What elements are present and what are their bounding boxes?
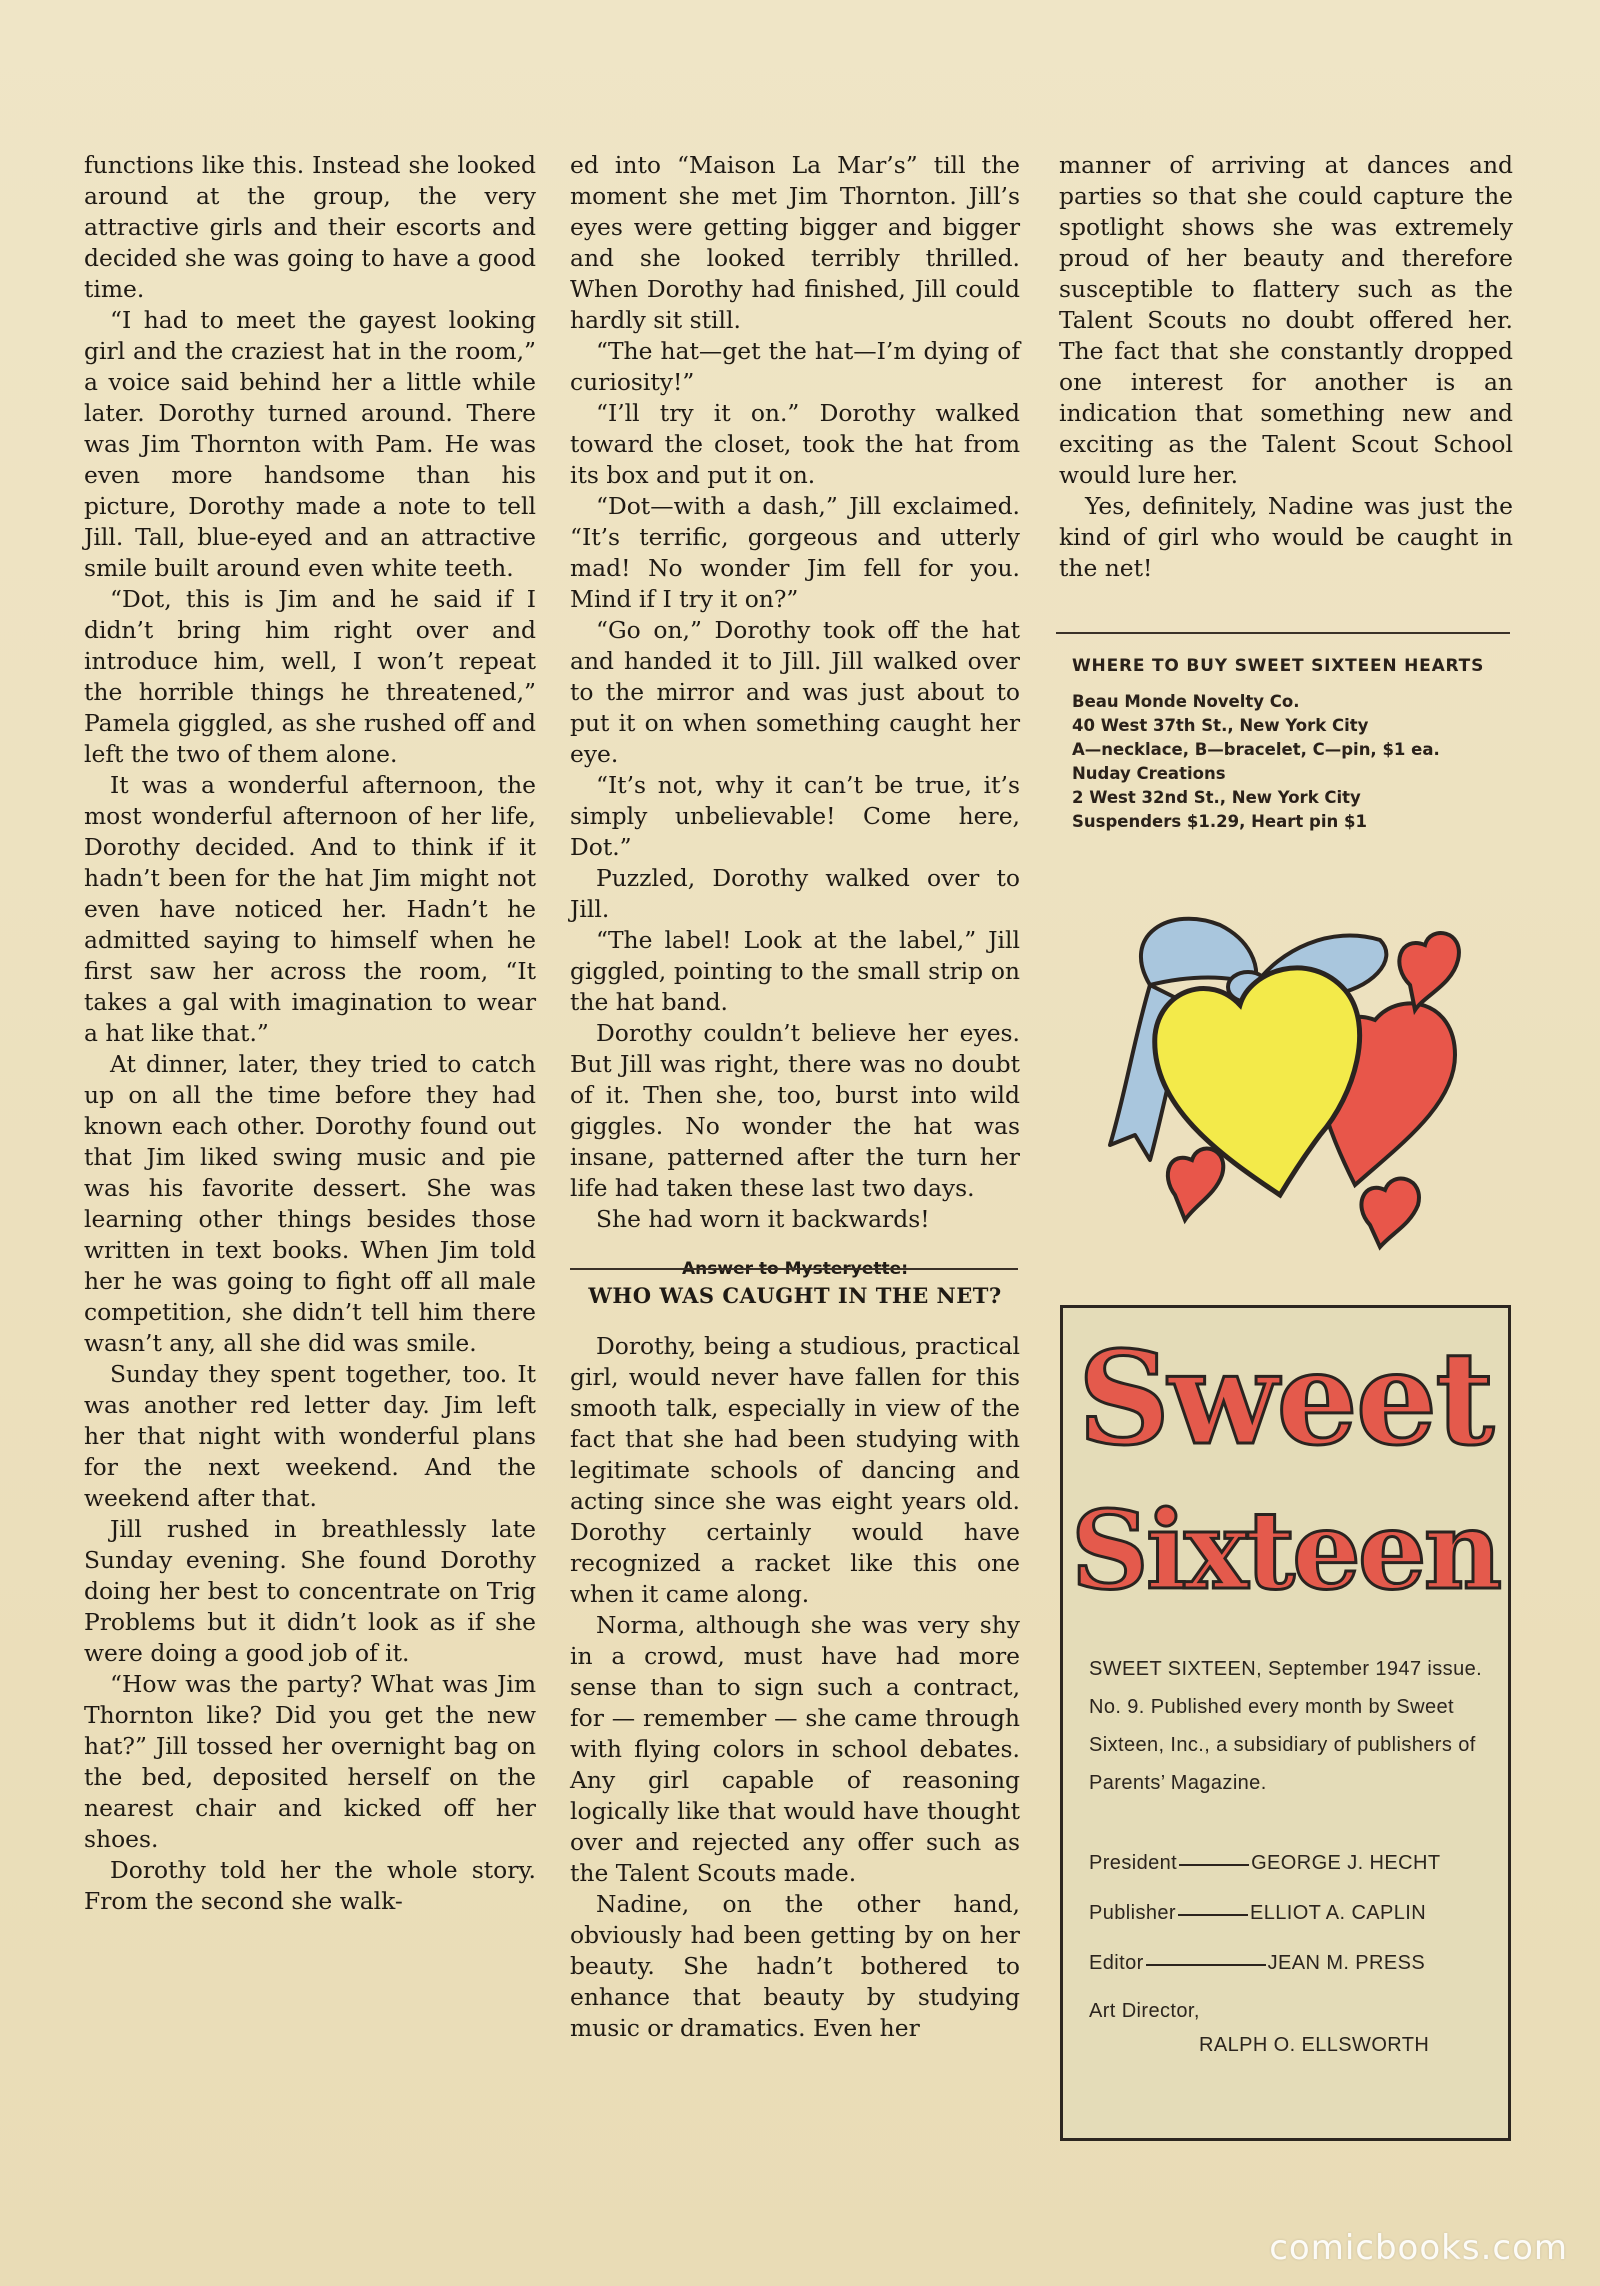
story-column-1 [84,150,536,1917]
section-divider [570,1268,1018,1270]
heart-red-small [1168,1149,1223,1220]
paragraph: “Dot, this is Jim and he said if I didn’t bring him right over and introduce him, well, I won’t repeat the horrible things he threatened,” Pamela giggled, as she rushed off and left the two of them alone. [84,585,536,768]
paragraph: Norma, although she was very shy in a crowd, must have had more sense than to sign such a contract, for — remember — she came through with flying colors in school debates. Any girl capable of reasoning logically like that would have thought over and rejected any offer such as the Talent Scouts made. [570,1611,1020,1887]
paragraph: “Go on,” Dorothy took off the hat and handed it to Jill. Jill walked over to the mirror and was just about to put it on when something caught her eye. [570,616,1020,768]
paragraph: “The hat—get the hat—I’m dying of curiosity!” [570,337,1020,396]
store-line: 40 West 37th St., New York City [1072,716,1369,735]
staff-name: JEAN M. PRESS [1267,1952,1426,1974]
hearts-illustration [1080,895,1480,1255]
paragraph: “The label! Look at the label,” Jill giggled, pointing to the small strip on the hat band. [570,926,1020,1016]
staff-name: GEORGE J. HECHT [1251,1852,1441,1874]
story-column-2 [570,150,1020,2044]
store-line: Suspenders $1.29, Heart pin $1 [1072,812,1367,831]
paragraph: Dorothy couldn’t believe her eyes. But Jill was right, there was no doubt of it. Then she, too, burst into wild giggles. No wonder the hat was insane, patterned after the turn her life had taken these last two days. [570,1019,1020,1202]
paragraph: She had worn it backwards! [596,1205,930,1233]
paragraph: “I had to meet the gayest looking girl and the craziest hat in the room,” a voice said behind her a little while later. Dorothy turned around. There was Jim Thornton with Pam. He was even more handsome than his picture, Dorothy made a note to tell Jill. Tall, blue-eyed and an attractive smile built around even white teeth. [84,306,536,582]
paragraph: functions like this. Instead she looked around at the group, the very attractive girls and their escorts and decided she was going to have a good time. [84,151,536,303]
logo-line-1: Sweet [1077,1324,1493,1474]
paragraph: “How was the party? What was Jim Thornton like? Did you get the new hat?” Jill tossed her overnight bag on the bed, deposited herself on the nearest chair and kicked off her shoes. [84,1670,536,1853]
story-column-3 [1059,150,1513,584]
staff-role: Editor [1089,1952,1144,1974]
paragraph: “Dot—with a dash,” Jill exclaimed. “It’s terrific, gorgeous and utterly mad! No wonder Jim fell for you. Mind if I try it on?” [570,492,1020,613]
paragraph: Yes, definitely, Nadine was just the kind of girl who would be caught in the net! [1059,492,1513,582]
where-to-buy-title: WHERE TO BUY SWEET SIXTEEN HEARTS [1072,656,1485,676]
answer-label: Answer to Mysteryette: [682,1259,908,1279]
publication-notice: SWEET SIXTEEN, September 1947 issue. No. 9. Published every month by Sweet Sixteen, Inc., a subsidiary of publishers of Parents’ Magazine. [1089,1658,1483,1794]
staff-role: President [1089,1852,1178,1874]
store-line: A—necklace, B—bracelet, C—pin, $1 ea. [1072,740,1440,759]
staff-role: Publisher [1089,1902,1176,1924]
paragraph: Sunday they spent together, too. It was another red letter day. Jim left her that night with wonderful plans for the next weekend. And the weekend after that. [84,1360,536,1512]
heart-red-small [1399,933,1459,1010]
answer-title: WHO WAS CAUGHT IN THE NET? [588,1283,1002,1308]
paragraph: Dorothy told her the whole story. From the second she walk- [84,1856,536,1915]
paragraph: It was a wonderful afternoon, the most wonderful afternoon of her life, Dorothy decided. And to think if it hadn’t been for the hat Jim might not even have noticed her. Hadn’t he admitted saying to himself when he first saw her across the room, “It takes a gal with imagination to wear a hat like that.” [84,771,536,1047]
paragraph: Dorothy, being a studious, practical girl, would never have fallen for this smooth talk, especially in view of the fact that she had been studying with legitimate schools of dancing and acting since she was eight years old. Dorothy certainly would have recognized a racket like this one when it came along. [570,1332,1020,1608]
paragraph: manner of arriving at dances and parties so that she could capture the spotlight shows she was extremely proud of her beauty and therefore susceptible to flattery such as the Talent Scouts no doubt offered her. The fact that she constantly dropped one interest for another is an indication that something new and exciting as the Talent Scout School would lure her. [1059,151,1513,489]
watermark: comicbooks.com [1269,2228,1568,2268]
logo-line-2: Sixteen [1070,1488,1500,1614]
paragraph: Puzzled, Dorothy walked over to Jill. [570,864,1020,923]
masthead-box [1060,1305,1511,2141]
staff-president [1089,1844,1489,1894]
staff-name: ELLIOT A. CAPLIN [1249,1902,1427,1924]
store-line: Beau Monde Novelty Co. [1072,692,1300,711]
staff-name: RALPH O. ELLSWORTH [1199,2034,1430,2056]
staff-editor [1089,1944,1489,1994]
paragraph: “I’ll try it on.” Dorothy walked toward the closet, took the hat from its box and put it on. [570,399,1020,489]
paragraph: “It’s not, why it can’t be true, it’s simply unbelievable! Come here, Dot.” [570,771,1020,861]
staff-art-director [1089,1994,1489,2062]
staff-publisher [1089,1894,1489,1944]
where-to-buy-box [1072,656,1512,834]
masthead-info [1089,1650,1489,2062]
store-line: Nuday Creations [1072,764,1226,783]
section-divider [1056,632,1510,634]
paragraph: Nadine, on the other hand, obviously had been getting by on her beauty. She hadn’t bothered to enhance that beauty by studying music or dramatics. Even her [570,1890,1020,2042]
paragraph: At dinner, later, they tried to catch up on all the time before they had known each other. Dorothy found out that Jim liked swing music and pie was his favorite dessert. She was learning other things besides those written in text books. When Jim told her he was going to fight off all male competition, she didn’t tell him there wasn’t any, all she did was smile. [84,1050,536,1357]
store-line: 2 West 32nd St., New York City [1072,788,1361,807]
sweet-sixteen-logo [1063,1308,1508,1628]
paragraph: Jill rushed in breathlessly late Sunday evening. She found Dorothy doing her best to concentrate on Trig Problems but it didn’t look as if she were doing a good job of it. [84,1515,536,1667]
staff-role: Art Director, [1089,2000,1200,2022]
paragraph: ed into “Maison La Mar’s” till the moment she met Jim Thornton. Jill’s eyes were getting bigger and bigger and she looked terribly thrilled. When Dorothy had finished, Jill could hardly sit still. [570,151,1020,334]
heart-red-small [1361,1179,1419,1247]
